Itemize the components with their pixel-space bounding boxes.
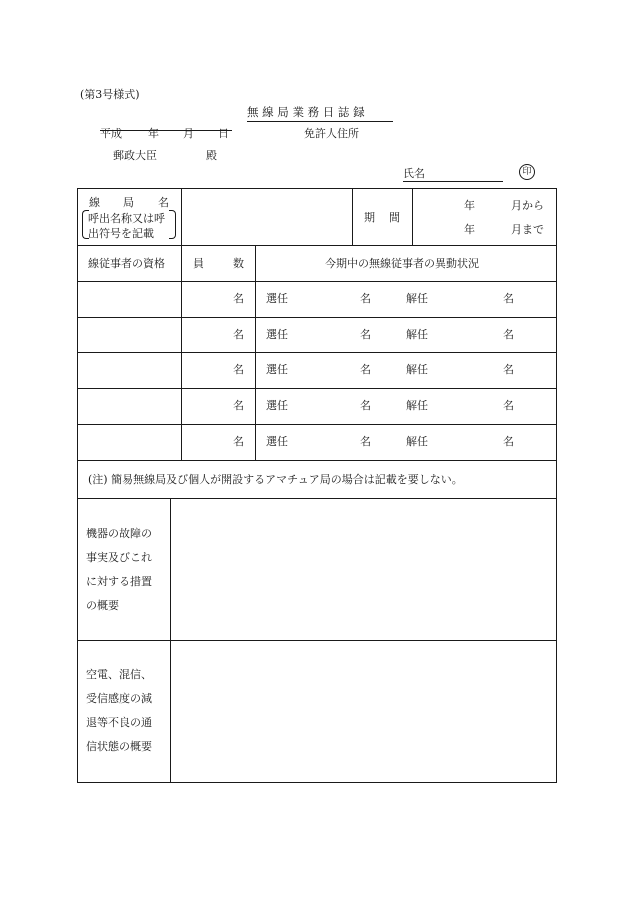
period-label-char-2: 間	[389, 211, 400, 224]
row-3-count-unit: 名	[233, 363, 244, 376]
row-2-appointed: 選任	[266, 328, 288, 341]
row-2-count-unit: 名	[233, 328, 244, 341]
staff-header-char-2: 数	[233, 257, 244, 270]
row-1-count-unit: 名	[233, 292, 244, 305]
row-3-dismissed: 解任	[406, 363, 428, 376]
row-2-dismissed: 解任	[406, 328, 428, 341]
signal-condition-field[interactable]	[172, 642, 555, 781]
seal-mark: 印	[519, 164, 535, 180]
note-bracket-right	[169, 210, 176, 239]
note-text: (注) 簡易無線局及び個人が開設するアマチュア局の場合は記載を要しない。	[88, 473, 463, 486]
period-to-year: 年	[464, 223, 475, 236]
row-5-appointed: 選任	[266, 435, 288, 448]
period-from-year: 年	[464, 199, 475, 212]
period-to-month: 月まで	[511, 223, 544, 236]
form-number: (第3号様式)	[80, 88, 140, 101]
period-from-month: 月から	[511, 199, 544, 212]
signal-condition-label: 空電、混信、 受信感度の減 退等不良の通 信状態の概要	[86, 668, 152, 753]
row-4-dismissed-unit: 名	[503, 399, 514, 412]
equipment-failure-field[interactable]	[172, 500, 555, 639]
row-3-appointed-unit: 名	[360, 363, 371, 376]
staff-header-char-1: 員	[193, 257, 204, 270]
equipment-failure-label: 機器の故障の 事実及びこれ に対する措置 の概要	[86, 527, 152, 612]
station-label-char-2: 局	[123, 196, 134, 209]
row-2-dismissed-unit: 名	[503, 328, 514, 341]
row-4-appointed: 選任	[266, 399, 288, 412]
name-label: 氏名	[403, 168, 503, 182]
row-5-appointed-unit: 名	[360, 435, 371, 448]
row-2-appointed-unit: 名	[360, 328, 371, 341]
station-label-char-1: 線	[89, 196, 100, 209]
addressee: 郵政大臣	[113, 149, 157, 162]
row-1-dismissed: 解任	[406, 292, 428, 305]
row-1-dismissed-unit: 名	[503, 292, 514, 305]
address-label: 免許人住所	[304, 127, 359, 140]
row-4-count-unit: 名	[233, 399, 244, 412]
changes-header: 今期中の無線従事者の異動状況	[325, 257, 479, 270]
row-4-appointed-unit: 名	[360, 399, 371, 412]
row-5-dismissed: 解任	[406, 435, 428, 448]
station-note-line-2: 出符号を記載	[88, 227, 154, 240]
date-line	[100, 127, 232, 140]
row-4-dismissed: 解任	[406, 399, 428, 412]
date-era: 平成	[100, 127, 122, 140]
row-1-appointed-unit: 名	[360, 292, 371, 305]
qualification-header: 線従事者の資格	[88, 257, 165, 270]
date-day: 日	[218, 127, 229, 140]
date-month: 月	[183, 127, 194, 140]
row-5-dismissed-unit: 名	[503, 435, 514, 448]
period-label-char-1: 期	[364, 211, 375, 224]
row-1-appointed: 選任	[266, 292, 288, 305]
addressee-honorific: 殿	[206, 149, 217, 162]
row-5-count-unit: 名	[233, 435, 244, 448]
date-year: 年	[148, 127, 159, 140]
row-3-appointed: 選任	[266, 363, 288, 376]
station-note-line-1: 呼出名称又は呼	[88, 212, 165, 225]
form-title: 無 線 局 業 務 日 誌 録	[247, 107, 393, 122]
row-3-dismissed-unit: 名	[503, 363, 514, 376]
station-label-char-3: 名	[158, 196, 169, 209]
